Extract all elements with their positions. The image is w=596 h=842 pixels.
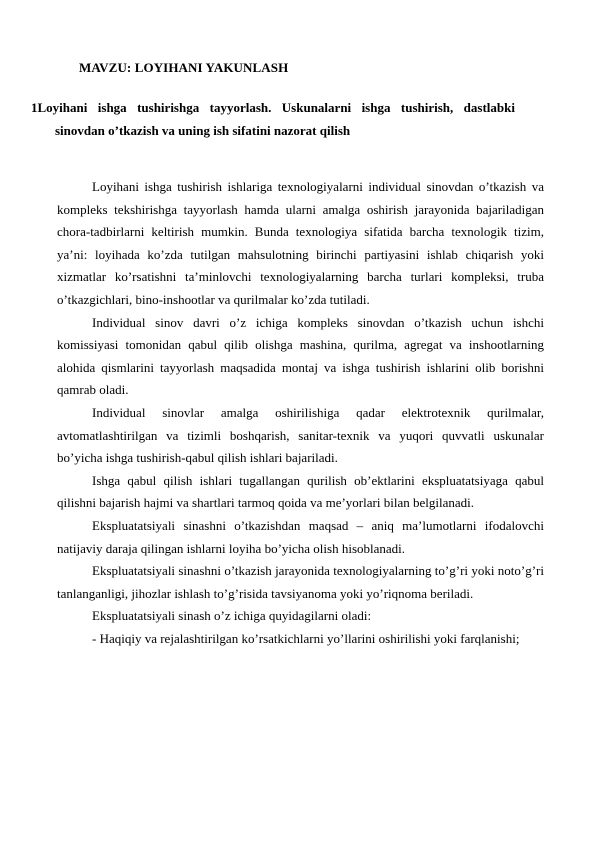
document-title: MAVZU: LOYIHANI YAKUNLASH: [79, 60, 289, 75]
paragraph-6: Ekspluatatsiyali sinashni o’tkazish jarayonida texnologiyalarning to’g’ri yoki noto’g’ri tanlanganligi, jihozlar ishlash to’g’risida tavsiyanoma yoki yo’riqnoma beriladi.: [57, 563, 544, 601]
section-number: 1: [31, 100, 38, 115]
section-heading-line2: sinovdan o’tkazish va uning ish sifatini nazorat qilish: [55, 123, 351, 138]
section-heading-line1: [31, 100, 515, 116]
section-heading-line1-text: Loyihani ishga tushirishga tayyorlash. Uskunalarni ishga tushirish, dastlabki: [37, 100, 515, 115]
section-heading-text: [38, 100, 516, 116]
paragraph-2: Individual sinov davri o’z ichiga kompleks sinovdan o’tkazish uchun ishchi komissiyasi tomonidan qabul qilib olishga mashina, qurilma, agregat va inshootlarning alohida qismlarini tayyorlash maqsadida montaj va ishga tushirish ishlarini olib borishni qamrab oladi.: [57, 314, 544, 398]
paragraph-1: Loyihani ishga tushirish ishlariga texnologiyalarni individual sinovdan o’tkazish va kompleks tekshirishga tayyorlash hamda ularni amalga oshirish jarayonida bajariladigan chora-tadbirlarni keltirish mumkin. Bunda texnologiya sifatida barcha texnologik tizim, ya’ni: loyihada ko’zda tutilgan mahsulotning birinchi partiyasini ishlab chiqarish yoki xizmatlar ko’rsatishni ta’minlovchi texnologiyalarning barcha turlari kompleksi, truba o’tkazgichlari, bino-inshootlar va qurilmalar ko’zda tutiladi.: [57, 179, 544, 307]
paragraph-5: Ekspluatatsiyali sinashni o’tkazishdan maqsad – aniq ma’lumotlarni ifodalovchi natijaviy daraja qilingan ishlarni loyiha bo’yicha olish hisoblanadi.: [57, 517, 544, 556]
section-heading: [31, 100, 551, 139]
paragraph-4: Ishga qabul qilish ishlari tugallangan qurilish ob’ektlarini ekspluatatsiyaga qabul qilishni bajarish hajmi va shartlari tarmoq qoida va me’yorlari bilan belgilanadi.: [57, 472, 544, 511]
paragraph-8: - Haqiqiy va rejalashtirilgan ko’rsatkichlarni yo’llarini oshirilishi yoki farqlanishi;: [92, 630, 520, 646]
body-text: [57, 176, 544, 650]
paragraph-3: Individual sinovlar amalga oshirilishiga qadar elektrotexnik qurilmalar, avtomatlashtirilgan va tizimli boshqarish, sanitar-texnik va yuqori quvvatli uskunalar bo’yicha ishga tushirish-qabul qilish ishlari bajariladi.: [57, 404, 544, 466]
paragraph-7: Ekspluatatsiyali sinash o’z ichiga quyidagilarni oladi:: [92, 608, 372, 624]
